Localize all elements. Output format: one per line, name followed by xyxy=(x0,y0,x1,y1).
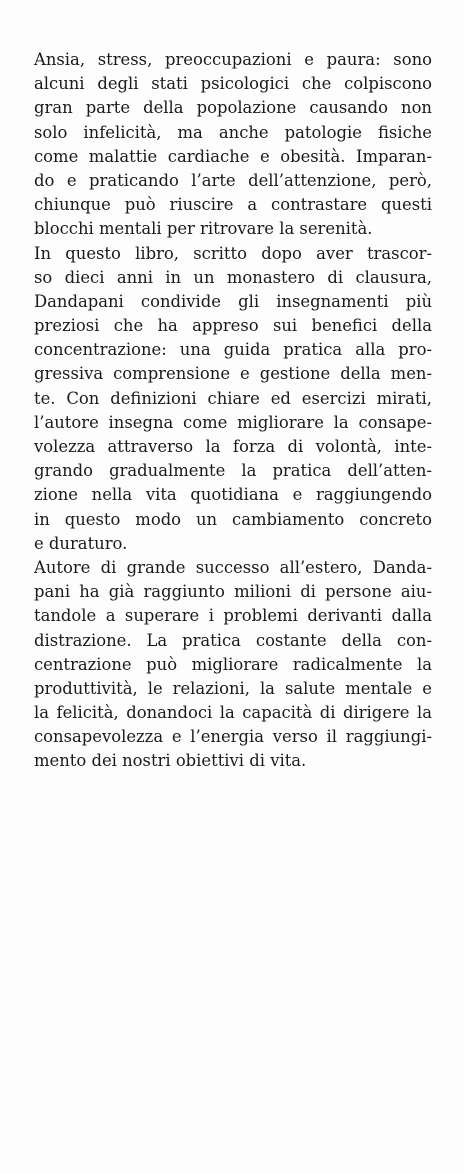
text-line: zione nella vita quotidiana e raggiungendo xyxy=(34,485,432,505)
text-line: Dandapani condivide gli insegnamenti più xyxy=(34,291,432,311)
text-line: volezza attraverso la forza di volontà, inte- xyxy=(34,437,432,456)
text-line: Autore di grande successo all’estero, Danda- xyxy=(34,557,432,577)
text-line: consapevolezza e l’energia verso il raggiungi- xyxy=(34,727,432,747)
text-line: blocchi mentali per ritrovare la serenità. xyxy=(34,219,373,239)
text-line: l’autore insegna come migliorare la consape- xyxy=(34,412,432,432)
text-line: alcuni degli stati psicologici che colpiscono xyxy=(34,74,432,94)
text-line: te. Con definizioni chiare ed esercizi mirati, xyxy=(34,388,432,408)
synopsis-text xyxy=(34,48,432,774)
text-line: preziosi che ha appreso sui benefici della xyxy=(34,316,432,336)
text-line: mento dei nostri obiettivi di vita. xyxy=(34,751,307,771)
text-line: come malattie cardiache e obesità. Imparan- xyxy=(34,146,432,166)
synopsis-paragraph xyxy=(34,242,432,556)
text-line: in questo modo un cambiamento concreto xyxy=(34,509,432,529)
text-line: pani ha già raggiunto milioni di persone aiu- xyxy=(34,582,432,602)
text-line: chiunque può riuscire a contrastare questi xyxy=(34,195,432,215)
synopsis-paragraph xyxy=(34,48,432,242)
text-line: tandole a superare i problemi derivanti dalla xyxy=(34,606,432,626)
text-line: do e praticando l’arte dell’attenzione, però, xyxy=(34,170,432,190)
text-line: concentrazione: una guida pratica alla pro- xyxy=(34,340,432,360)
text-line: distrazione. La pratica costante della con- xyxy=(34,630,432,650)
text-line: e duraturo. xyxy=(34,533,128,553)
text-line: la felicità, donandoci la capacità di dirigere la xyxy=(34,703,432,723)
text-line: centrazione può migliorare radicalmente la xyxy=(34,654,432,674)
synopsis-paragraph xyxy=(34,556,432,774)
text-line: In questo libro, scritto dopo aver trascor- xyxy=(34,243,432,263)
text-line: gressiva comprensione e gestione della men- xyxy=(34,364,432,384)
text-line: so dieci anni in un monastero di clausura, xyxy=(34,267,432,287)
text-line: grando gradualmente la pratica dell’atten- xyxy=(34,461,432,481)
text-line: gran parte della popolazione causando non xyxy=(34,98,432,118)
text-line: produttività, le relazioni, la salute mentale e xyxy=(34,678,432,698)
text-line: solo infelicità, ma anche patologie fisiche xyxy=(34,122,432,142)
text-line: Ansia, stress, preoccupazioni e paura: sono xyxy=(34,50,432,69)
